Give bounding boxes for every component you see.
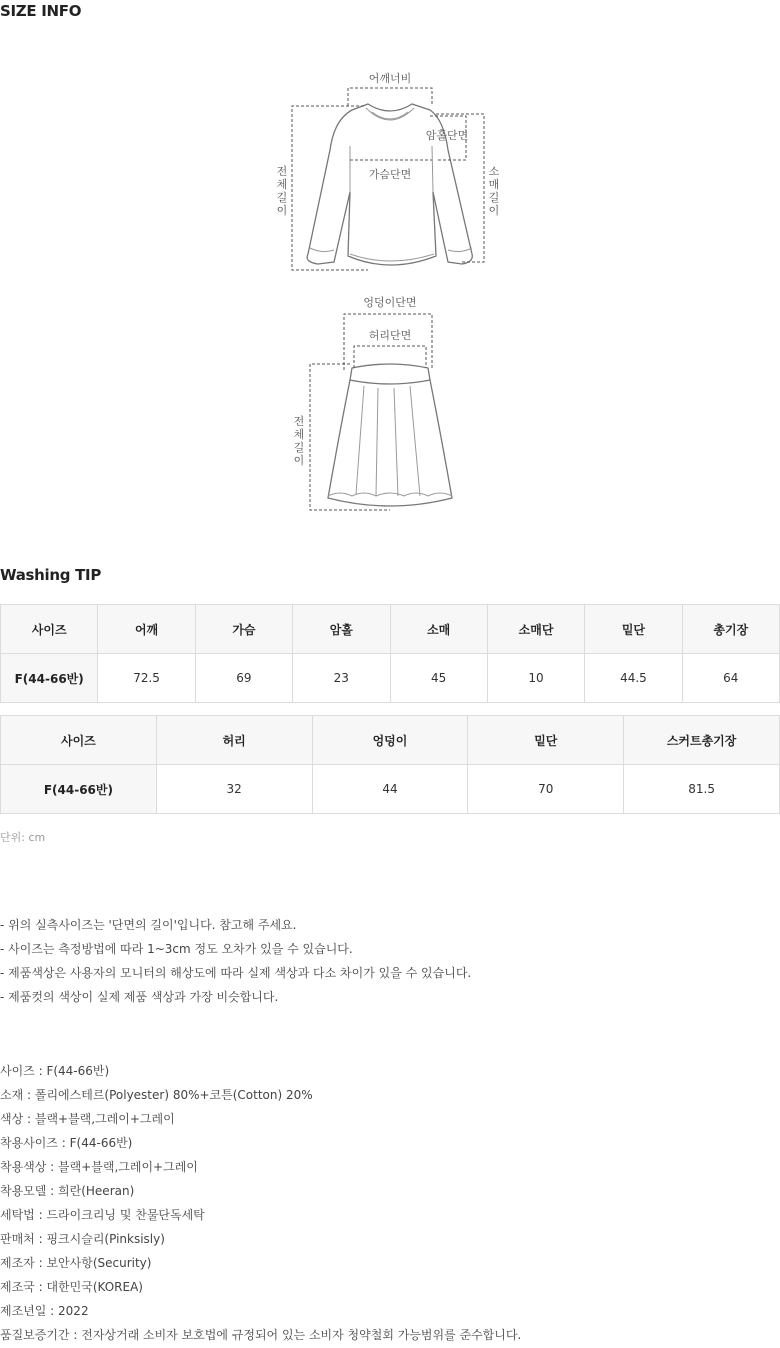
- shoulder-label: 어깨너비: [368, 72, 412, 85]
- svg-text:전: 전: [293, 415, 305, 428]
- svg-text:이: 이: [276, 204, 288, 217]
- list-item: 품질보증기간 : 전자상거래 소비자 보호법에 규정되어 있는 소비자 청약철회 가능범위를 준수합니다.: [0, 1328, 522, 1342]
- header-armhole: 암홀: [293, 605, 390, 654]
- product-spec-list: [0, 1059, 521, 1347]
- armhole-label: 암홀단면: [425, 129, 469, 142]
- header-cuff: 소매단: [487, 605, 584, 654]
- header-total-length: 총기장: [682, 605, 779, 654]
- header-hem: 밑단: [585, 605, 682, 654]
- shoulder-cell: 72.5: [98, 654, 195, 703]
- header-skirt-length: 스커트총기장: [624, 716, 780, 765]
- list-item: 사이즈 : F(44-66반): [0, 1064, 110, 1078]
- list-item: 제조국 : 대한민국(KOREA): [0, 1280, 143, 1294]
- list-item: 착용사이즈 : F(44-66반): [0, 1136, 133, 1150]
- skirt-illustration: [328, 364, 452, 506]
- table-row: [1, 654, 780, 703]
- size-cell: F(44-66반): [1, 654, 98, 703]
- armhole-cell: 23: [293, 654, 390, 703]
- size-diagram: [0, 0, 780, 540]
- list-item: 세탁법 : 드라이크리닝 및 찬물단독세탁: [0, 1208, 205, 1222]
- waist-label: 허리단면: [368, 329, 412, 342]
- hip-cell: 44: [312, 765, 468, 814]
- svg-text:체: 체: [276, 178, 288, 191]
- header-sleeve: 소매: [390, 605, 487, 654]
- header-size: 사이즈: [1, 716, 157, 765]
- chest-label: 가슴단면: [368, 168, 412, 181]
- list-item: - 제품색상은 사용자의 모니터의 해상도에 따라 실제 색상과 다소 차이가 있을 수 있습니다.: [0, 966, 472, 980]
- svg-text:소: 소: [488, 165, 500, 178]
- hem-cell: 70: [468, 765, 624, 814]
- list-item: 제조자 : 보안사항(Security): [0, 1256, 152, 1270]
- list-item: 착용모델 : 희란(Heeran): [0, 1184, 135, 1198]
- list-item: 소재 : 폴리에스테르(Polyester) 80%+코튼(Cotton) 20%: [0, 1088, 313, 1102]
- total-length-cell: 64: [682, 654, 779, 703]
- header-hip: 엉덩이: [312, 716, 468, 765]
- hem-cell: 44.5: [585, 654, 682, 703]
- hip-label: 엉덩이단면: [363, 296, 417, 309]
- list-item: 착용색상 : 블랙+블랙,그레이+그레이: [0, 1160, 198, 1174]
- table-row: [1, 765, 780, 814]
- size-info-title: SIZE INFO: [0, 2, 82, 20]
- skirt-length-label: [294, 414, 305, 467]
- sleeve-length-label: [489, 165, 500, 217]
- list-item: 제조년일 : 2022: [0, 1304, 89, 1318]
- table-header-row: [1, 605, 780, 654]
- list-item: 색상 : 블랙+블랙,그레이+그레이: [0, 1112, 175, 1126]
- svg-text:매: 매: [488, 178, 500, 191]
- notes-list: [0, 913, 471, 1009]
- washing-tip-title: Washing TIP: [0, 566, 102, 584]
- svg-text:이: 이: [293, 454, 305, 467]
- skirt-measure-lines: [310, 314, 432, 510]
- sleeve-cell: 45: [390, 654, 487, 703]
- header-waist: 허리: [156, 716, 312, 765]
- unit-note: 단위: cm: [0, 831, 46, 844]
- svg-text:이: 이: [488, 204, 500, 217]
- cuff-cell: 10: [487, 654, 584, 703]
- skirt-length-cell: 81.5: [624, 765, 780, 814]
- svg-text:길: 길: [276, 191, 288, 204]
- svg-text:체: 체: [293, 428, 305, 441]
- list-item: - 사이즈는 측정방법에 따라 1~3cm 정도 오차가 있을 수 있습니다.: [0, 942, 353, 956]
- top-size-table: [0, 604, 780, 703]
- svg-text:전: 전: [276, 165, 288, 178]
- skirt-size-table: [0, 715, 780, 814]
- list-item: - 제품컷의 색상이 실제 제품 색상과 가장 비슷합니다.: [0, 990, 279, 1004]
- list-item: 판매처 : 핑크시슬리(Pinksisly): [0, 1232, 165, 1246]
- size-cell: F(44-66반): [1, 765, 157, 814]
- header-chest: 가슴: [195, 605, 292, 654]
- svg-text:길: 길: [488, 191, 500, 204]
- list-item: - 위의 실측사이즈는 '단면의 길이'입니다. 참고해 주세요.: [0, 918, 297, 932]
- table-header-row: [1, 716, 780, 765]
- waist-cell: 32: [156, 765, 312, 814]
- header-hem: 밑단: [468, 716, 624, 765]
- svg-text:길: 길: [293, 441, 305, 454]
- header-size: 사이즈: [1, 605, 98, 654]
- top-length-label: [277, 164, 288, 217]
- chest-cell: 69: [195, 654, 292, 703]
- header-shoulder: 어깨: [98, 605, 195, 654]
